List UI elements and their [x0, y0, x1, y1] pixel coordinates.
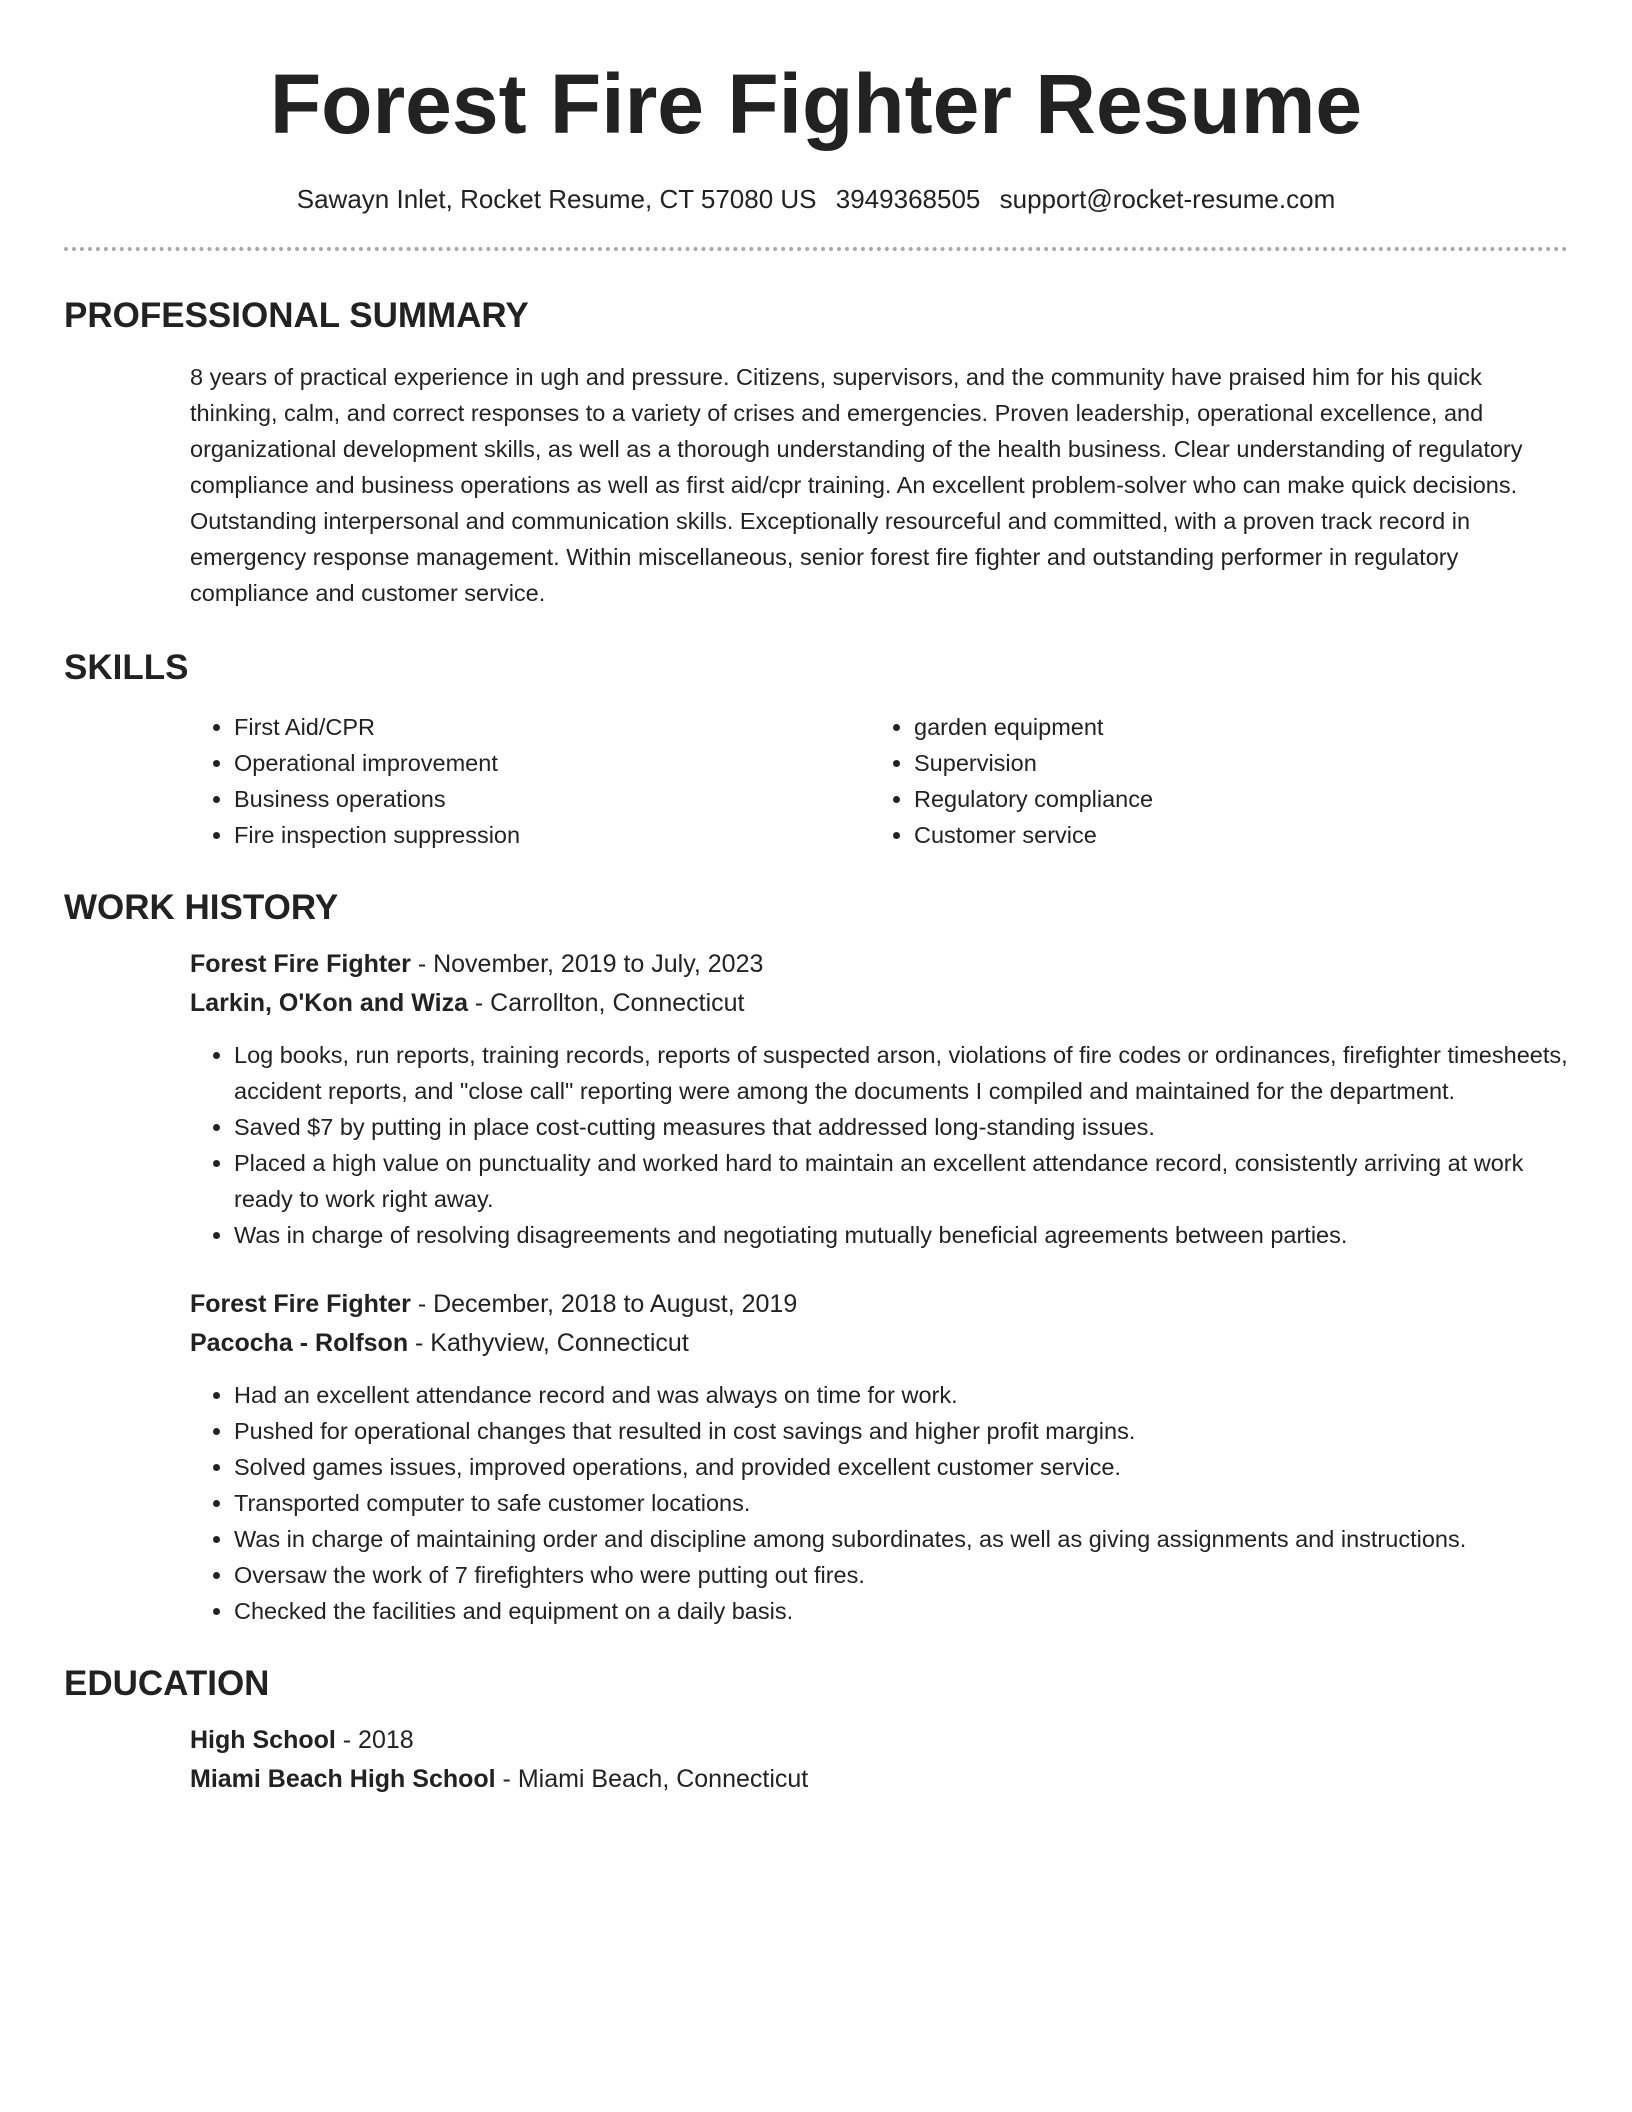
- skills-column-left: [190, 709, 870, 853]
- job-title-line: [190, 1285, 1568, 1324]
- job-dates: - November, 2019 to July, 2023: [410, 950, 764, 979]
- skill-item: • garden equipment: [914, 709, 1550, 745]
- job-bullet: • Solved games issues, improved operations, and provided excellent customer service.: [234, 1449, 1568, 1485]
- education-entry: [190, 1721, 1568, 1799]
- summary-text: 8 years of practical experience in ugh and pressure. Citizens, supervisors, and the community have praised him for his quick thinking, calm, and correct responses to a variety of crises and emergencies. Proven leadership, operational excellence, and organizational development skills, as well as a thorough understanding of the health business. Clear understanding of regulatory compliance and business operations as well as first aid/cpr training. An excellent problem-solver who can make quick decisions. Outstanding interpersonal and communication skills. Exceptionally resourceful and committed, with a proven track record in emergency response management. Within miscellaneous, senior forest fire fighter and outstanding performer in regulatory compliance and customer service.: [190, 364, 1523, 607]
- resume-page: [64, 0, 1568, 1799]
- job-location: - Kathyview, Connecticut: [408, 1329, 689, 1358]
- contact-line: [64, 184, 1568, 215]
- header-divider: [64, 247, 1568, 251]
- summary-heading: PROFESSIONAL SUMMARY: [64, 296, 529, 336]
- job-bullet: • Had an excellent attendance record and was always on time for work.: [234, 1377, 1568, 1413]
- education-heading: EDUCATION: [64, 1664, 270, 1704]
- job-bullet: • Saved $7 by putting in place cost-cutting measures that addressed long-standing issues.: [234, 1109, 1568, 1145]
- job-title-line: [190, 945, 1568, 984]
- job-title: Forest Fire Fighter: [190, 950, 411, 979]
- job-bullet: • Pushed for operational changes that resulted in cost savings and higher profit margins.: [234, 1413, 1568, 1449]
- education-school-line: [190, 1760, 1568, 1799]
- resume-title: Forest Fire Fighter Resume: [269, 57, 1363, 151]
- job-location: - Carrollton, Connecticut: [467, 989, 745, 1018]
- skill-item: • Fire inspection suppression: [234, 817, 870, 853]
- education-year: - 2018: [335, 1726, 414, 1755]
- work-heading: WORK HISTORY: [64, 888, 339, 928]
- contact-phone: 3949368505: [835, 184, 981, 214]
- job-bullet: • Was in charge of resolving disagreements and negotiating mutually beneficial agreements between parties.: [234, 1217, 1568, 1253]
- job-title: Forest Fire Fighter: [190, 1290, 411, 1319]
- contact-address: Sawayn Inlet, Rocket Resume, CT 57080 US: [296, 184, 817, 214]
- education-section: [64, 1663, 1568, 1799]
- skill-item: • Operational improvement: [234, 745, 870, 781]
- education-degree-line: [190, 1721, 1568, 1760]
- job-company: Larkin, O'Kon and Wiza: [190, 989, 468, 1018]
- skills-list: [190, 709, 1568, 853]
- education-location: - Miami Beach, Connecticut: [495, 1765, 809, 1794]
- job-entry: [190, 945, 1568, 1253]
- skills-section: [64, 647, 1568, 853]
- work-section: [64, 887, 1568, 1629]
- skill-item: • First Aid/CPR: [234, 709, 870, 745]
- skill-item: • Regulatory compliance: [914, 781, 1550, 817]
- skill-item: • Business operations: [234, 781, 870, 817]
- job-company: Pacocha - Rolfson: [190, 1329, 409, 1358]
- job-entry: [190, 1285, 1568, 1629]
- skill-item: • Supervision: [914, 745, 1550, 781]
- job-company-line: [190, 1324, 1568, 1363]
- skills-column-right: [870, 709, 1550, 853]
- job-bullet: • Placed a high value on punctuality and worked hard to maintain an excellent attendance record, consistently arriving at work ready to work right away.: [234, 1145, 1568, 1217]
- job-dates: - December, 2018 to August, 2019: [410, 1290, 798, 1319]
- job-bullet: • Oversaw the work of 7 firefighters who were putting out fires.: [234, 1557, 1568, 1593]
- education-degree: High School: [190, 1726, 336, 1755]
- job-bullet: • Was in charge of maintaining order and discipline among subordinates, as well as giving assignments and instructions.: [234, 1521, 1568, 1557]
- job-company-line: [190, 984, 1568, 1023]
- contact-email: support@rocket-resume.com: [999, 184, 1336, 214]
- skills-heading: SKILLS: [64, 648, 189, 688]
- skill-item: • Customer service: [914, 817, 1550, 853]
- job-bullet: • Log books, run reports, training records, reports of suspected arson, violations of fire codes or ordinances, firefighter timesheets, accident reports, and "close call" reporting were among the documents I compiled and maintained for the department.: [234, 1037, 1568, 1109]
- education-school: Miami Beach High School: [190, 1765, 496, 1794]
- job-bullet: • Checked the facilities and equipment on a daily basis.: [234, 1593, 1568, 1629]
- job-bullets: [190, 1037, 1568, 1253]
- job-bullets: [190, 1377, 1568, 1629]
- summary-section: [64, 295, 1568, 611]
- job-bullet: • Transported computer to safe customer locations.: [234, 1485, 1568, 1521]
